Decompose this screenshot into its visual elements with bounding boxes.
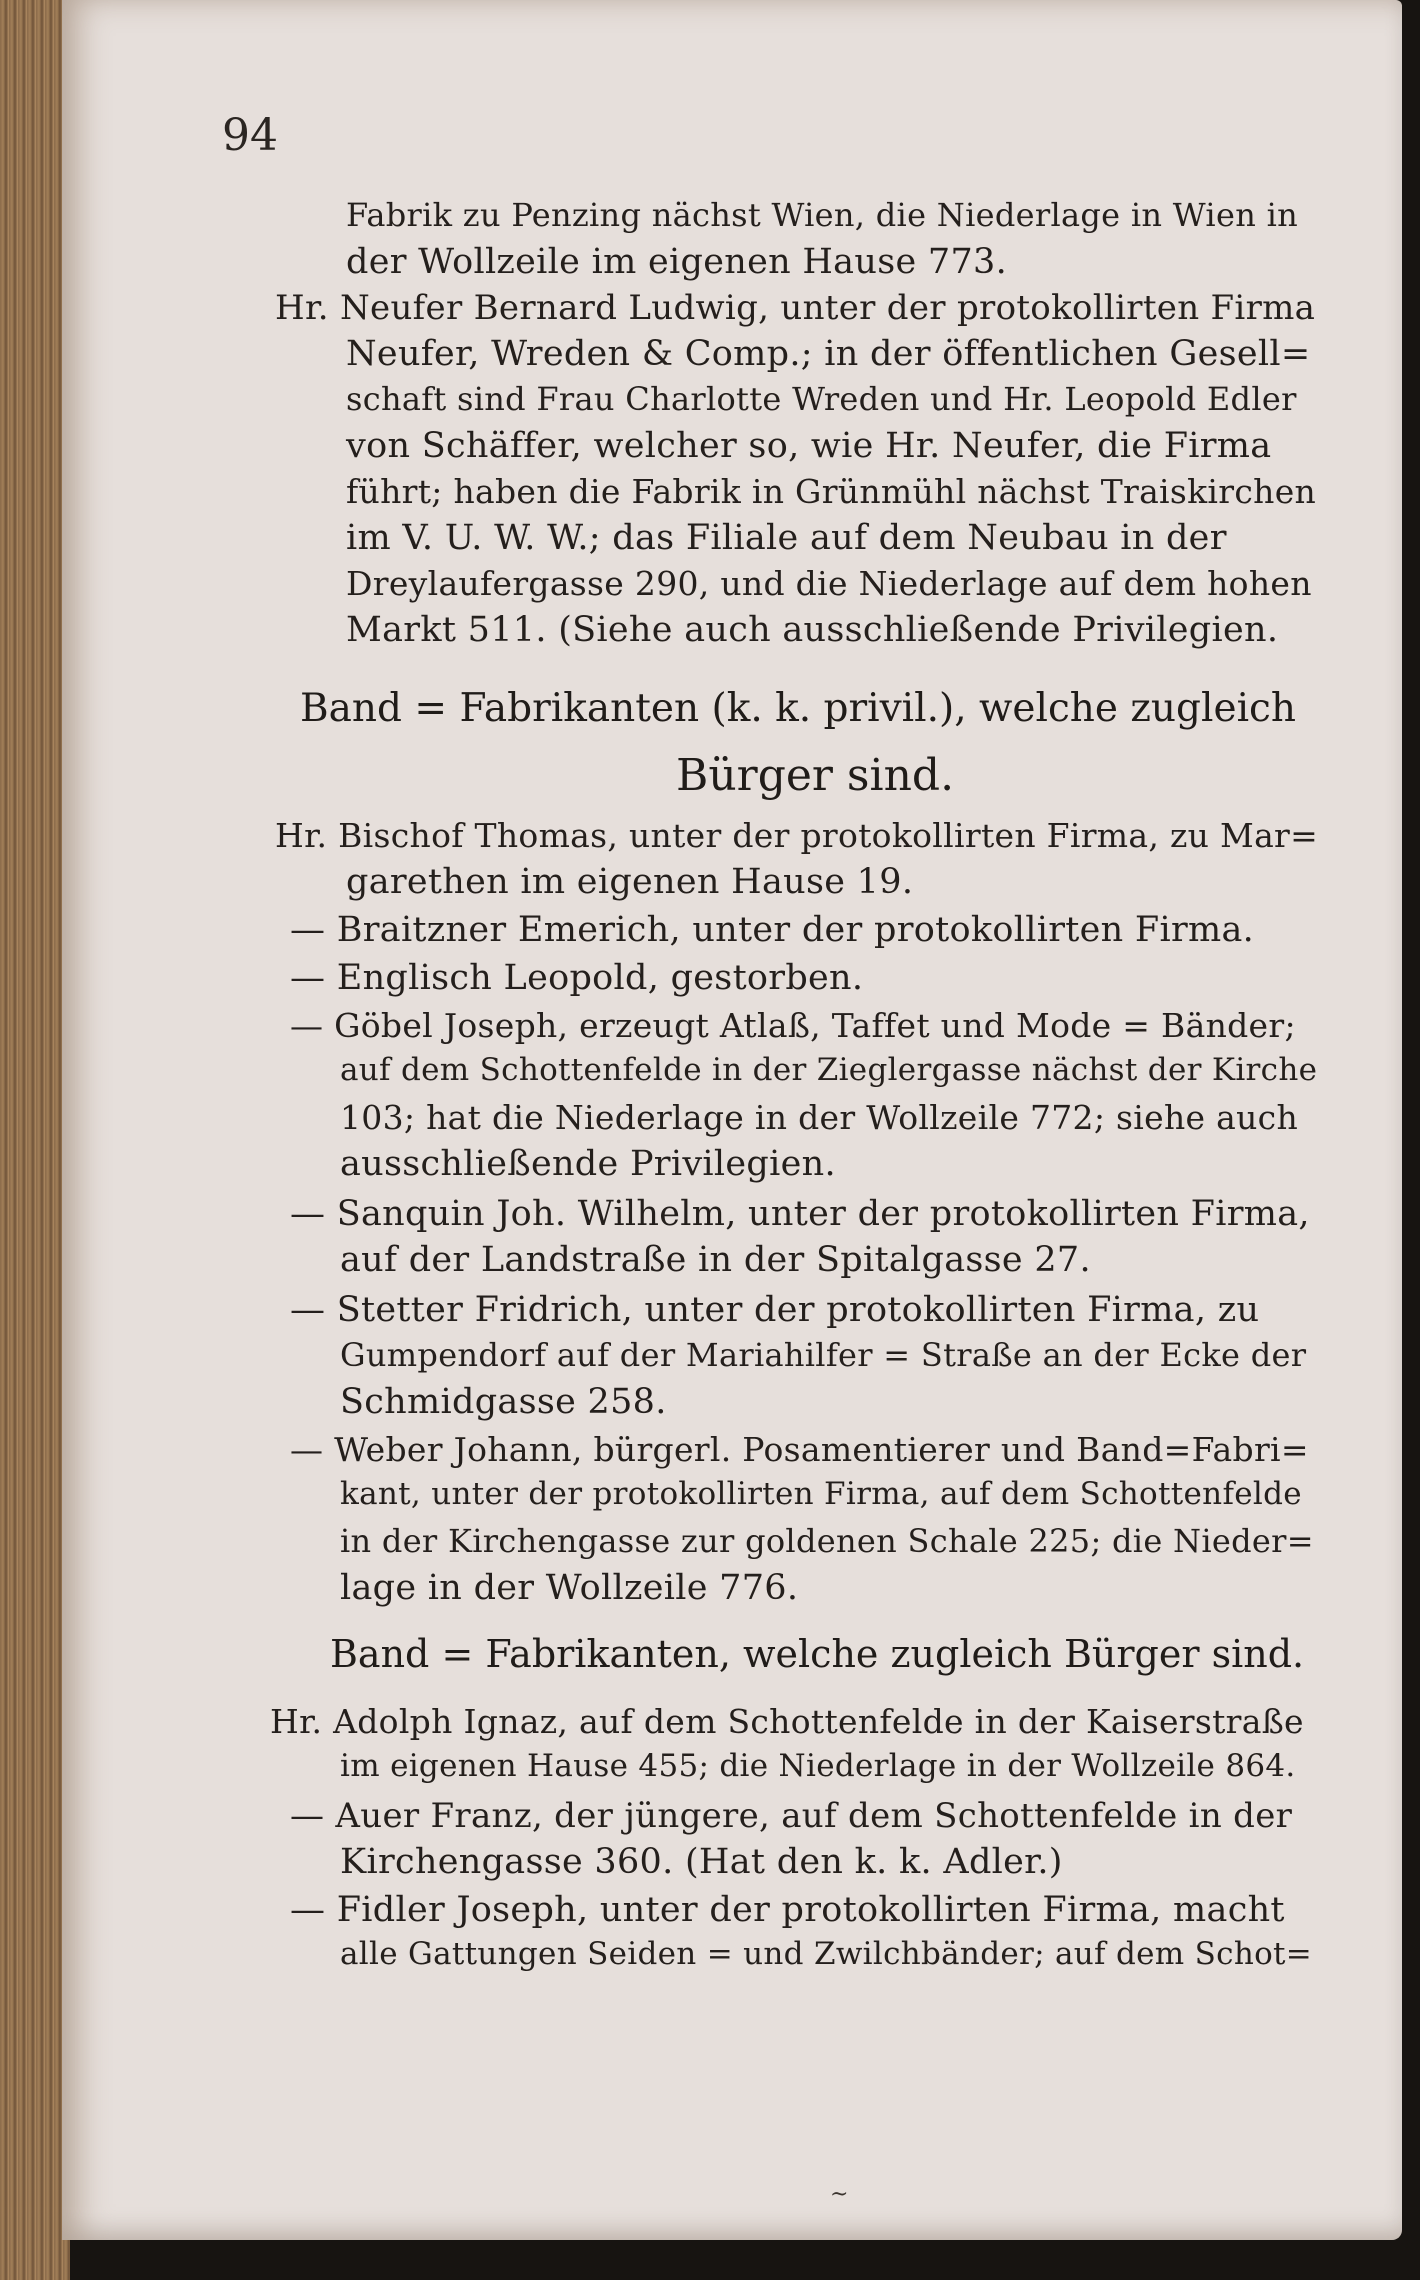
text-line: alle Gattungen Seiden = und Zwilchbänder; auf dem Schot= (340, 1936, 1313, 1972)
text-line: Fabrik zu Penzing nächst Wien, die Niederlage in Wien in (346, 196, 1299, 234)
text-line: Hr. Bischof Thomas, unter der protokollirten Firma, zu Mar= (275, 816, 1319, 855)
text-line: der Wollzeile im eigenen Hause 773. (346, 242, 1008, 282)
book-page-edges (0, 0, 70, 2280)
text-line: schaft sind Frau Charlotte Wreden und Hr. Leopold Edler (346, 380, 1297, 418)
section-heading-line-2: Bürger sind. (676, 750, 955, 801)
text-line: — Stetter Fridrich, unter der protokollirten Firma, zu (290, 1290, 1260, 1330)
text-line: von Schäffer, welcher so, wie Hr. Neufer, die Firma (346, 426, 1272, 466)
section-heading: Band = Fabrikanten, welche zugleich Bürger sind. (330, 1632, 1305, 1676)
text-line: — Braitzner Emerich, unter der protokollirten Firma. (290, 910, 1255, 950)
text-line: in der Kirchengasse zur goldenen Schale 225; die Nieder= (340, 1522, 1314, 1560)
text-line: 103; hat die Niederlage in der Wollzeile 772; siehe auch (340, 1098, 1298, 1137)
text-line: ausschließende Privilegien. (340, 1144, 836, 1184)
text-line: Kirchengasse 360. (Hat den k. k. Adler.) (340, 1842, 1063, 1882)
text-line: im eigenen Hause 455; die Niederlage in der Wollzeile 864. (340, 1748, 1296, 1784)
text-line: Hr. Adolph Ignaz, auf dem Schottenfelde in der Kaiserstraße (270, 1702, 1304, 1741)
text-line: Dreylaufergasse 290, und die Niederlage auf dem hohen (346, 564, 1312, 603)
text-line: — Englisch Leopold, gestorben. (290, 958, 864, 998)
page-number: 94 (222, 110, 278, 161)
text-line: im V. U. W. W.; das Filiale auf dem Neubau in der (346, 518, 1227, 558)
text-line: führt; haben die Fabrik in Grünmühl nächst Traiskirchen (346, 472, 1317, 511)
text-line: — Auer Franz, der jüngere, auf dem Schottenfelde in der (290, 1796, 1293, 1836)
text-line: — Sanquin Joh. Wilhelm, unter der protokollirten Firma, (290, 1194, 1310, 1234)
footer-mark: ~ (830, 2182, 849, 2207)
text-line: Neufer, Wreden & Comp.; in der öffentlichen Gesell= (346, 334, 1311, 374)
text-line: — Weber Johann, bürgerl. Posamentierer und Band=Fabri= (290, 1430, 1309, 1469)
text-line: auf der Landstraße in der Spitalgasse 27. (340, 1240, 1091, 1280)
text-line: — Fidler Joseph, unter der protokollirten Firma, macht (290, 1890, 1285, 1930)
text-line: Gumpendorf auf der Mariahilfer = Straße an der Ecke der (340, 1336, 1307, 1374)
text-line: Schmidgasse 258. (340, 1382, 667, 1422)
text-line: garethen im eigenen Hause 19. (346, 862, 914, 902)
text-line: kant, unter der protokollirten Firma, auf dem Schottenfelde (340, 1476, 1302, 1512)
text-line: Markt 511. (Siehe auch ausschließende Privilegien. (346, 610, 1279, 650)
text-line: lage in der Wollzeile 776. (340, 1568, 799, 1608)
text-line: Hr. Neufer Bernard Ludwig, unter der protokollirten Firma (275, 288, 1316, 328)
text-line: — Göbel Joseph, erzeugt Atlaß, Taffet und Mode = Bänder; (290, 1006, 1296, 1045)
text-line: auf dem Schottenfelde in der Zieglergasse nächst der Kirche (340, 1052, 1318, 1088)
section-heading-line-1: Band = Fabrikanten (k. k. privil.), welche zugleich (300, 686, 1297, 731)
